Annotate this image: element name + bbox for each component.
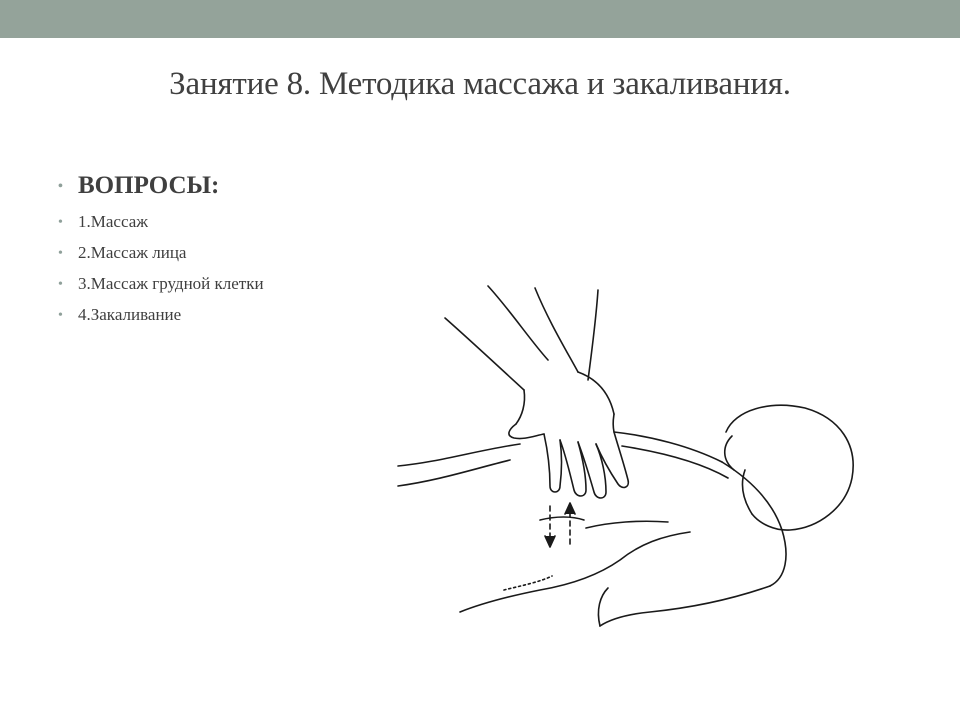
question-list [58, 172, 264, 336]
bullet-icon: • [58, 179, 63, 194]
bullet-icon: • [58, 308, 63, 323]
list-item [58, 212, 264, 243]
head-outline [725, 405, 853, 530]
list-item-label: 1.Массаж [78, 212, 149, 231]
list-heading-item [58, 172, 264, 212]
bullet-icon: • [58, 215, 63, 230]
list-item-label: 3.Массаж грудной клетки [78, 274, 264, 293]
list-item-label: 2.Массаж лица [78, 243, 187, 262]
list-item [58, 274, 264, 305]
list-heading: ВОПРОСЫ: [78, 172, 220, 199]
back-outline [398, 432, 786, 626]
list-item [58, 305, 264, 336]
bullet-icon: • [58, 246, 63, 261]
list-item-label: 4.Закаливание [78, 305, 182, 324]
slide-title: Занятие 8. Методика массажа и закаливания. [169, 66, 791, 102]
top-accent-band [0, 0, 960, 38]
back-massage-illustration [390, 278, 870, 648]
hand-outline [445, 286, 628, 498]
list-item [58, 243, 264, 274]
motion-arrows [545, 503, 575, 547]
bullet-icon: • [58, 277, 63, 292]
